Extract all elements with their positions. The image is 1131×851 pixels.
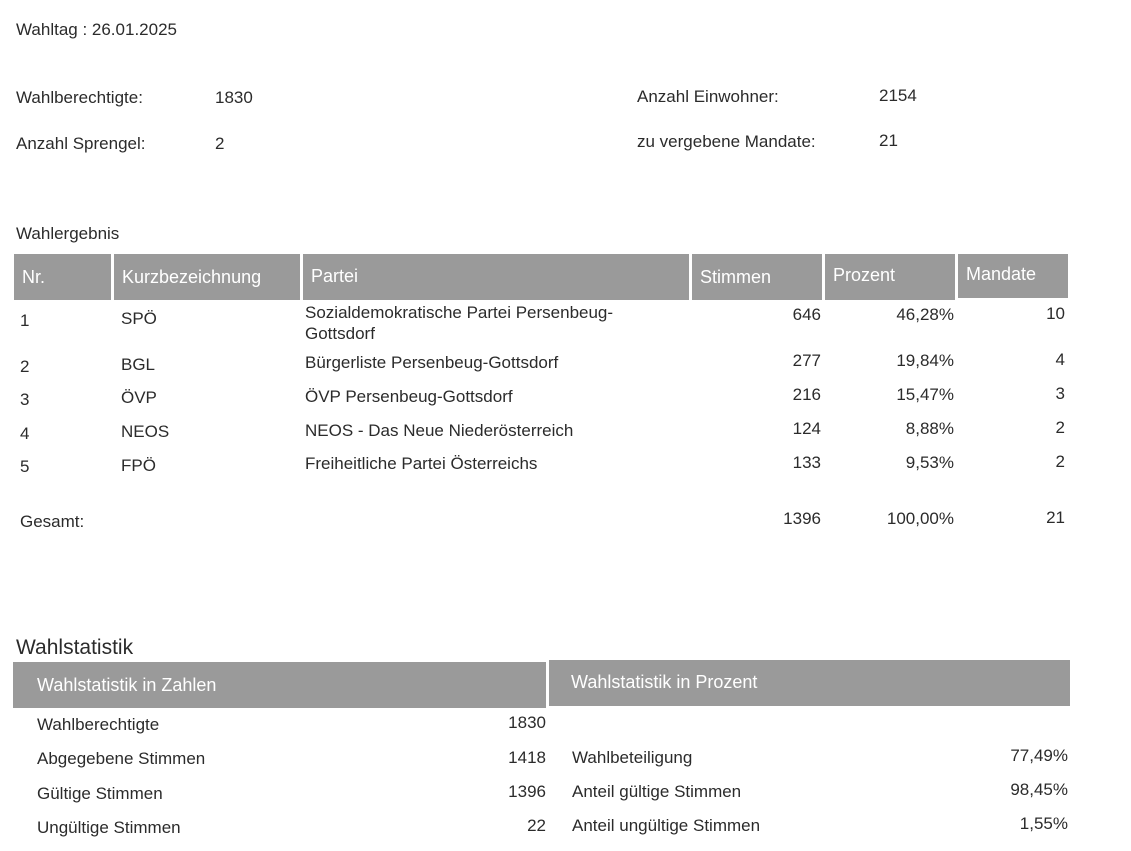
header-nr: Nr. [14,254,111,300]
row-party: Sozialdemokratische Partei Persenbeug-Gottsdorf [305,303,614,343]
stat-value: 1830 [508,713,546,732]
row-votes: 646 [792,305,821,324]
row-party: NEOS - Das Neue Niederösterreich [305,421,574,440]
header-statistics-percent: Wahlstatistik in Prozent [549,660,1070,706]
row-party: Freiheitliche Partei Österreichs [305,454,538,473]
total-label: Gesamt: [20,512,85,531]
districts-label: Anzahl Sprengel: [16,134,146,153]
row-votes: 124 [792,419,821,438]
row-nr: 3 [20,390,30,409]
header-votes: Stimmen [692,254,822,300]
header-statistics-numbers: Wahlstatistik in Zahlen [13,662,546,708]
districts-value: 2 [215,134,225,153]
eligible-voters-value: 1830 [215,88,253,107]
stat-label: Wahlberechtigte [37,715,160,734]
stat-percent-label: Anteil gültige Stimmen [572,782,742,801]
row-votes: 216 [792,385,821,404]
stat-percent-label: Anteil ungültige Stimmen [572,816,761,835]
header-seats: Mandate [958,254,1068,298]
total-votes: 1396 [783,509,821,528]
stat-label: Ungültige Stimmen [37,818,181,837]
inhabitants-label: Anzahl Einwohner: [637,87,779,106]
row-nr: 1 [20,311,30,330]
stat-value: 22 [527,816,546,835]
row-nr: 4 [20,424,30,443]
stat-percent-value: 77,49% [1010,746,1068,765]
row-percent: 15,47% [896,385,954,404]
header-short-name: Kurzbezeichnung [114,254,300,300]
row-short-name: SPÖ [121,309,157,328]
row-seats: 3 [1055,384,1065,403]
row-votes: 133 [792,453,821,472]
stat-percent-label: Wahlbeteiligung [572,748,693,767]
row-party: Bürgerliste Persenbeug-Gottsdorf [305,353,559,372]
header-percent: Prozent [825,254,955,300]
row-nr: 5 [20,457,30,476]
row-short-name: NEOS [121,422,170,441]
row-party: ÖVP Persenbeug-Gottsdorf [305,387,513,406]
total-seats: 21 [1046,508,1065,527]
row-nr: 2 [20,357,30,376]
row-seats: 4 [1055,350,1065,369]
stat-percent-value: 1,55% [1019,814,1068,833]
row-percent: 46,28% [896,305,954,324]
stat-percent-value: 98,45% [1010,780,1068,799]
result-section-title: Wahlergebnis [16,224,120,243]
row-short-name: FPÖ [121,456,156,475]
row-short-name: BGL [121,355,156,374]
header-party: Partei [303,254,689,300]
stat-label: Gültige Stimmen [37,784,163,803]
seats-value: 21 [879,131,898,150]
row-seats: 2 [1055,418,1065,437]
row-seats: 2 [1055,452,1065,471]
row-percent: 19,84% [896,351,954,370]
total-percent: 100,00% [886,509,954,528]
row-percent: 9,53% [905,453,954,472]
row-votes: 277 [792,351,821,370]
stat-value: 1418 [508,748,546,767]
row-seats: 10 [1046,304,1065,323]
stat-label: Abgegebene Stimmen [37,749,206,768]
eligible-voters-label: Wahlberechtigte: [16,88,143,107]
stat-value: 1396 [508,782,546,801]
statistics-section-title: Wahlstatistik [16,636,134,659]
row-percent: 8,88% [905,419,954,438]
row-short-name: ÖVP [121,388,157,407]
election-date: Wahltag : 26.01.2025 [16,20,177,39]
seats-label: zu vergebene Mandate: [637,132,816,151]
inhabitants-value: 2154 [879,86,917,105]
